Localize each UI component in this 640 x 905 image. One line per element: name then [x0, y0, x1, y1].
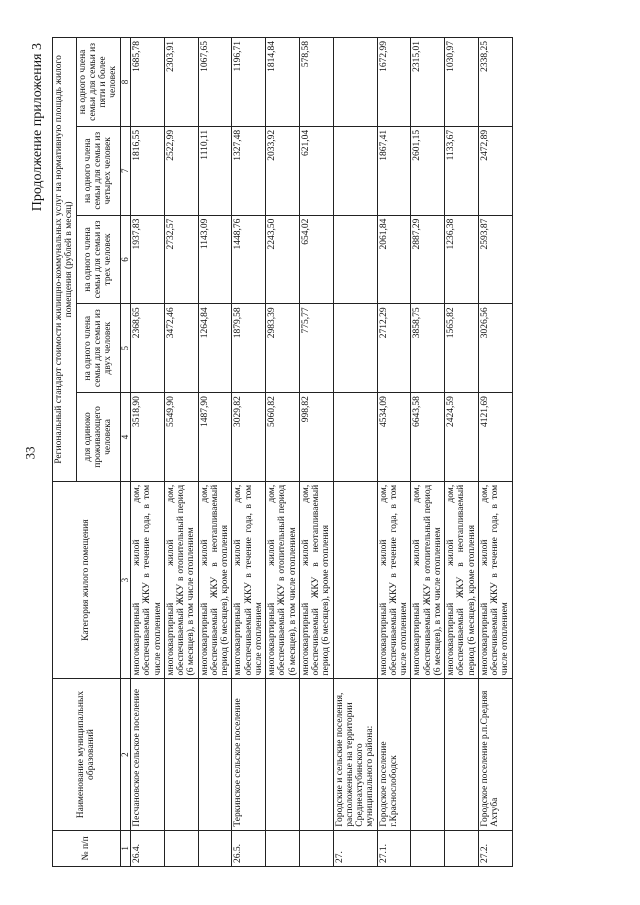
value-cell: 2601,15: [411, 126, 445, 215]
category-cell: [333, 481, 377, 679]
value-cell: 1867,41: [377, 126, 411, 215]
row-number-cell: [445, 830, 479, 866]
value-cell: 1565,82: [445, 304, 479, 393]
value-cell: 2472,89: [478, 126, 512, 215]
row-number-cell: [198, 830, 232, 866]
value-cell: [333, 126, 377, 215]
column-number: 7: [120, 126, 131, 215]
value-cell: 1879,58: [232, 304, 266, 393]
value-cell: 5060,82: [266, 393, 300, 482]
header-category: Категория жилого помещения: [53, 481, 121, 679]
value-cell: 1196,71: [232, 38, 266, 127]
value-cell: 2303,91: [164, 38, 198, 127]
subheader-cell: для одиноко проживающего человека: [76, 393, 120, 482]
column-number: 8: [120, 38, 131, 127]
municipality-name-cell: Песчановское сельское поселение: [131, 679, 165, 830]
table-body: [131, 38, 513, 867]
value-cell: 1067,65: [198, 38, 232, 127]
category-cell: многоквартирный жилой дом, обеспечиваемый ЖКУ в отопительный период (6 месяцев), в том числе отоплением: [411, 481, 445, 679]
category-cell: многоквартирный жилой дом, обеспечиваемый ЖКУ в течение года, в том числе отоплением: [131, 481, 165, 679]
column-number: 2: [120, 679, 131, 830]
value-cell: [333, 215, 377, 304]
value-cell: 3518,90: [131, 393, 165, 482]
subheader-cell: на одного члена семьи для семьи из трех человек: [76, 215, 120, 304]
value-cell: 1814,84: [266, 38, 300, 127]
value-cell: 3472,46: [164, 304, 198, 393]
value-cell: 1816,55: [131, 126, 165, 215]
table-row: [299, 38, 333, 867]
value-cell: 2061,84: [377, 215, 411, 304]
value-cell: 2338,25: [478, 38, 512, 127]
table-row: [131, 38, 165, 867]
row-number-cell: 26.5.: [232, 830, 266, 866]
value-cell: 654,02: [299, 215, 333, 304]
category-cell: многоквартирный жилой дом, обеспечиваемый ЖКУ в течение года, в том числе отоплением: [377, 481, 411, 679]
header-name: Наименование муниципальных образований: [53, 679, 121, 830]
value-cell: 1236,38: [445, 215, 479, 304]
table-row: [333, 38, 377, 867]
municipality-name-cell: [266, 679, 300, 830]
municipality-name-cell: Городские и сельские поселения, расположенные на территории Среднеахтубинского муниципального района:: [333, 679, 377, 830]
row-number-cell: [164, 830, 198, 866]
category-cell: многоквартирный жилой дом, обеспечиваемый ЖКУ в отопительный период (6 месяцев), в том числе отоплением: [266, 481, 300, 679]
table-row: [198, 38, 232, 867]
value-cell: 775,77: [299, 304, 333, 393]
row-number-cell: [266, 830, 300, 866]
table-row: [445, 38, 479, 867]
category-cell: многоквартирный жилой дом, обеспечиваемый ЖКУ в отопительный период (6 месяцев), в том числе отоплением: [164, 481, 198, 679]
value-cell: 2424,59: [445, 393, 479, 482]
value-cell: 3858,75: [411, 304, 445, 393]
value-cell: 2033,92: [266, 126, 300, 215]
value-cell: 2315,01: [411, 38, 445, 127]
subheader-cell: на одного члена семьи для семьи из четырех человек: [76, 126, 120, 215]
municipality-name-cell: [445, 679, 479, 830]
municipality-name-cell: [164, 679, 198, 830]
value-cell: [333, 38, 377, 127]
municipality-name-cell: [198, 679, 232, 830]
value-cell: 578,58: [299, 38, 333, 127]
municipality-name-cell: Городское поселение р.п.Средняя Ахтуба: [478, 679, 512, 830]
category-cell: многоквартирный жилой дом, обеспечиваемый ЖКУ в неотапливаемый период (6 месяцев), кроме отопления: [299, 481, 333, 679]
rotated-page-content: [30, 37, 610, 867]
value-cell: 2522,99: [164, 126, 198, 215]
value-cell: 3026,56: [478, 304, 512, 393]
category-cell: многоквартирный жилой дом, обеспечиваемый ЖКУ в неотапливаемый период (6 месяцев), кроме отопления: [198, 481, 232, 679]
column-number: 6: [120, 215, 131, 304]
row-number-cell: 27.: [333, 830, 377, 866]
value-cell: 2243,50: [266, 215, 300, 304]
table-row: [164, 38, 198, 867]
value-cell: 1264,84: [198, 304, 232, 393]
value-cell: 2887,29: [411, 215, 445, 304]
column-number: 5: [120, 304, 131, 393]
value-cell: 621,04: [299, 126, 333, 215]
value-cell: 6643,58: [411, 393, 445, 482]
category-cell: многоквартирный жилой дом, обеспечиваемый ЖКУ в течение года, в том числе отоплением: [232, 481, 266, 679]
table-row: [232, 38, 266, 867]
row-number-cell: 27.2.: [478, 830, 512, 866]
value-cell: [333, 304, 377, 393]
value-cell: 1133,67: [445, 126, 479, 215]
subheader-cell: на одного члена семьи для семьи из двух человек: [76, 304, 120, 393]
category-cell: многоквартирный жилой дом, обеспечиваемый ЖКУ в течение года, в том числе отоплением: [478, 481, 512, 679]
value-cell: 2368,65: [131, 304, 165, 393]
column-number: 1: [120, 830, 131, 866]
value-cell: 1327,48: [232, 126, 266, 215]
value-cell: 2732,57: [164, 215, 198, 304]
row-number-cell: 26.4.: [131, 830, 165, 866]
value-cell: 4121,69: [478, 393, 512, 482]
row-number-cell: [299, 830, 333, 866]
value-cell: 2712,29: [377, 304, 411, 393]
header-standard: Региональный стандарт стоимости жилищно-коммунальных услуг на нормативную площадь жилого помещения (рублей в месяц): [53, 38, 77, 482]
column-number: 3: [120, 481, 131, 679]
municipality-name-cell: Городское поселение г.Краснослободск: [377, 679, 411, 830]
municipality-name-cell: [299, 679, 333, 830]
tariff-table: [52, 37, 513, 867]
value-cell: 2593,87: [478, 215, 512, 304]
value-cell: 4534,09: [377, 393, 411, 482]
table-row: [377, 38, 411, 867]
table-row: [266, 38, 300, 867]
value-cell: 1110,11: [198, 126, 232, 215]
row-number-cell: 27.1.: [377, 830, 411, 866]
value-cell: 1937,83: [131, 215, 165, 304]
value-cell: 1030,97: [445, 38, 479, 127]
municipality-name-cell: Теркинское сельское поселение: [232, 679, 266, 830]
value-cell: 5549,90: [164, 393, 198, 482]
municipality-name-cell: [411, 679, 445, 830]
value-cell: 998,82: [299, 393, 333, 482]
value-cell: 2983,39: [266, 304, 300, 393]
page-number: 33: [22, 446, 38, 460]
table-row: [478, 38, 512, 867]
value-cell: 1672,99: [377, 38, 411, 127]
header-num: № п/п: [53, 830, 121, 866]
value-cell: 1685,78: [131, 38, 165, 127]
column-number: 4: [120, 393, 131, 482]
appendix-caption: Продолжение приложения 3: [30, 43, 45, 212]
header-row: [53, 38, 77, 867]
table-row: [411, 38, 445, 867]
category-cell: многоквартирный жилой дом, обеспечиваемый ЖКУ в неотапливаемый период (6 месяцев), кроме отопления: [445, 481, 479, 679]
value-cell: [333, 393, 377, 482]
value-cell: 1487,90: [198, 393, 232, 482]
column-number-row: [120, 38, 131, 867]
value-cell: 1448,76: [232, 215, 266, 304]
value-cell: 1143,09: [198, 215, 232, 304]
subheader-cell: на одного члена семьи для семьи из пяти и более человек: [76, 38, 120, 127]
row-number-cell: [411, 830, 445, 866]
value-cell: 3029,82: [232, 393, 266, 482]
